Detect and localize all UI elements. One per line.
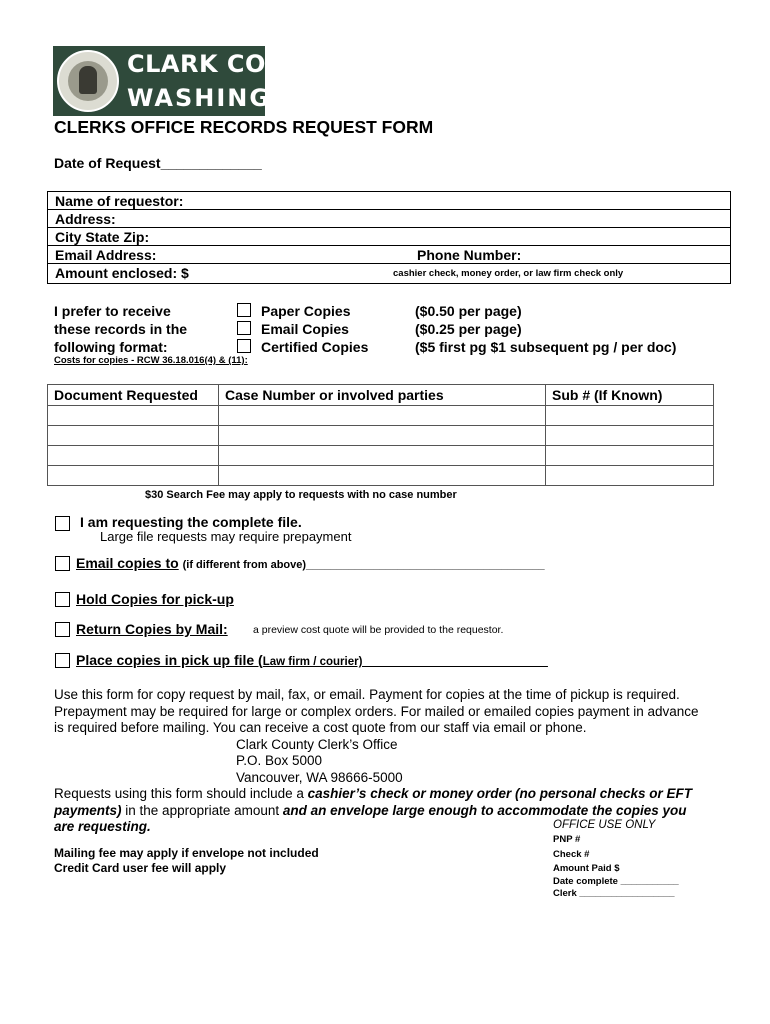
return-mail-label: Return Copies by Mail: [76,621,228,637]
logo-line1: CLARK COUNTY [127,50,342,78]
email-copies-label: Email Copies [261,321,349,337]
table-cell[interactable] [546,406,714,426]
phone-field-label: Phone Number: [417,247,522,263]
table-cell[interactable] [48,406,219,426]
email-copies-to-row [76,555,545,571]
table-row [48,406,714,426]
certified-copies-label: Certified Copies [261,339,369,355]
date-of-request-field[interactable]: Date of Request_____________ [54,155,262,171]
column-header: Document Requested [48,385,219,406]
office-address-line: P.O. Box 5000 [236,753,323,768]
paper-price: ($0.50 per page) [415,303,522,319]
place-pickup-checkbox[interactable] [55,653,70,668]
search-fee-note: $30 Search Fee may apply to requests with no case number [145,489,457,501]
paper-copies-checkbox[interactable] [237,303,251,317]
hold-copies-label: Hold Copies for pick-up [76,591,234,607]
certified-copies-checkbox[interactable] [237,339,251,353]
table-row [48,426,714,446]
place-pickup-line[interactable]: Law firm / courier)_____________________________ [262,656,548,668]
county-seal-icon [57,50,119,112]
email-copies-to-label: Email copies to [76,555,179,571]
address-field[interactable]: Address: [48,210,730,228]
email-field-label: Email Address: [55,247,157,263]
logo-line2: WASHINGTON [127,84,334,112]
paper-copies-label: Paper Copies [261,303,351,319]
table-cell[interactable] [219,406,546,426]
complete-file-note: Large file requests may require prepayment [100,529,352,544]
card-fee-note: Credit Card user fee will apply [54,861,227,875]
return-mail-note: a preview cost quote will be provided to the requestor. [253,624,504,636]
office-address-line: Vancouver, WA 98666-5000 [236,769,403,785]
format-prompt: I prefer to receive these records in the following format: [54,303,188,355]
email-phone-row[interactable] [48,246,730,264]
place-pickup-row [76,652,548,668]
office-address-line: Clark County Clerk’s Office [236,736,398,752]
return-mail-checkbox[interactable] [55,622,70,637]
name-field[interactable]: Name of requestor: [48,192,730,210]
table-cell[interactable] [546,466,714,486]
table-cell[interactable] [48,426,219,446]
amount-enclosed-field[interactable]: Amount enclosed: $ cashier check, money order, or law firm check only [55,265,624,281]
email-copies-checkbox[interactable] [237,321,251,335]
table-cell[interactable] [48,466,219,486]
place-pickup-label: Place copies in pick up file ( [76,652,263,668]
amount-paid-field[interactable]: Amount Paid $ [553,863,620,874]
table-row [48,466,714,486]
requestor-info-box [47,191,731,284]
instruction-line: is required before mailing. You can receive a cost quote from our staff via email or phone. [54,720,587,735]
costs-note: Costs for copies - RCW 36.18.016(4) & (11): [54,355,248,366]
office-use-heading: OFFICE USE ONLY [553,819,656,831]
column-header: Case Number or involved parties [219,385,546,406]
table-cell[interactable] [546,426,714,446]
table-cell[interactable] [48,446,219,466]
clark-county-logo [53,46,342,116]
check-number-field[interactable]: Check # [553,849,590,860]
table-cell[interactable] [219,446,546,466]
pnp-field[interactable]: PNP # [553,834,581,845]
instructions [54,687,744,836]
complete-file-label: I am requesting the complete file. [80,514,302,530]
hold-copies-checkbox[interactable] [55,592,70,607]
mailing-fee-note: Mailing fee may apply if envelope not included [54,846,319,860]
instruction-line: Prepayment may be required for large or complex orders. For mailed or emailed copies payment in advance [54,703,699,719]
city-state-zip-field[interactable]: City State Zip: [48,228,730,246]
table-cell[interactable] [219,466,546,486]
format-options [261,302,368,356]
clerk-field[interactable]: Clerk __________________ [553,888,675,899]
complete-file-checkbox[interactable] [55,516,70,531]
form-title: CLERKS OFFICE RECORDS REQUEST FORM [54,117,434,137]
email-copies-to-checkbox[interactable] [55,556,70,571]
column-header: Sub # (If Known) [546,385,714,406]
certified-price: ($5 first pg $1 subsequent pg / per doc) [415,339,677,355]
date-complete-field[interactable]: Date complete ___________ [553,876,679,887]
document-request-table [47,384,714,486]
payment-note: cashier check, money order, or law firm check only [393,268,624,279]
table-cell[interactable] [546,446,714,466]
table-row [48,446,714,466]
requirement-line: payments) in the appropriate amount and an envelope large enough to accommodate the copies you [54,802,687,818]
requirement-line: are requesting. [54,819,151,834]
requirement-line: Requests using this form should include a cashier’s check or money order (no personal checks or EFT [54,786,693,801]
email-copies-to-line[interactable]: (if different from above)_______________________________________ [182,559,545,571]
format-prices [415,302,676,356]
fees-notes [54,846,319,876]
instruction-line: Use this form for copy request by mail, fax, or email. Payment for copies at the time of pickup is required. [54,687,680,702]
email-price: ($0.25 per page) [415,321,522,337]
table-cell[interactable] [219,426,546,446]
